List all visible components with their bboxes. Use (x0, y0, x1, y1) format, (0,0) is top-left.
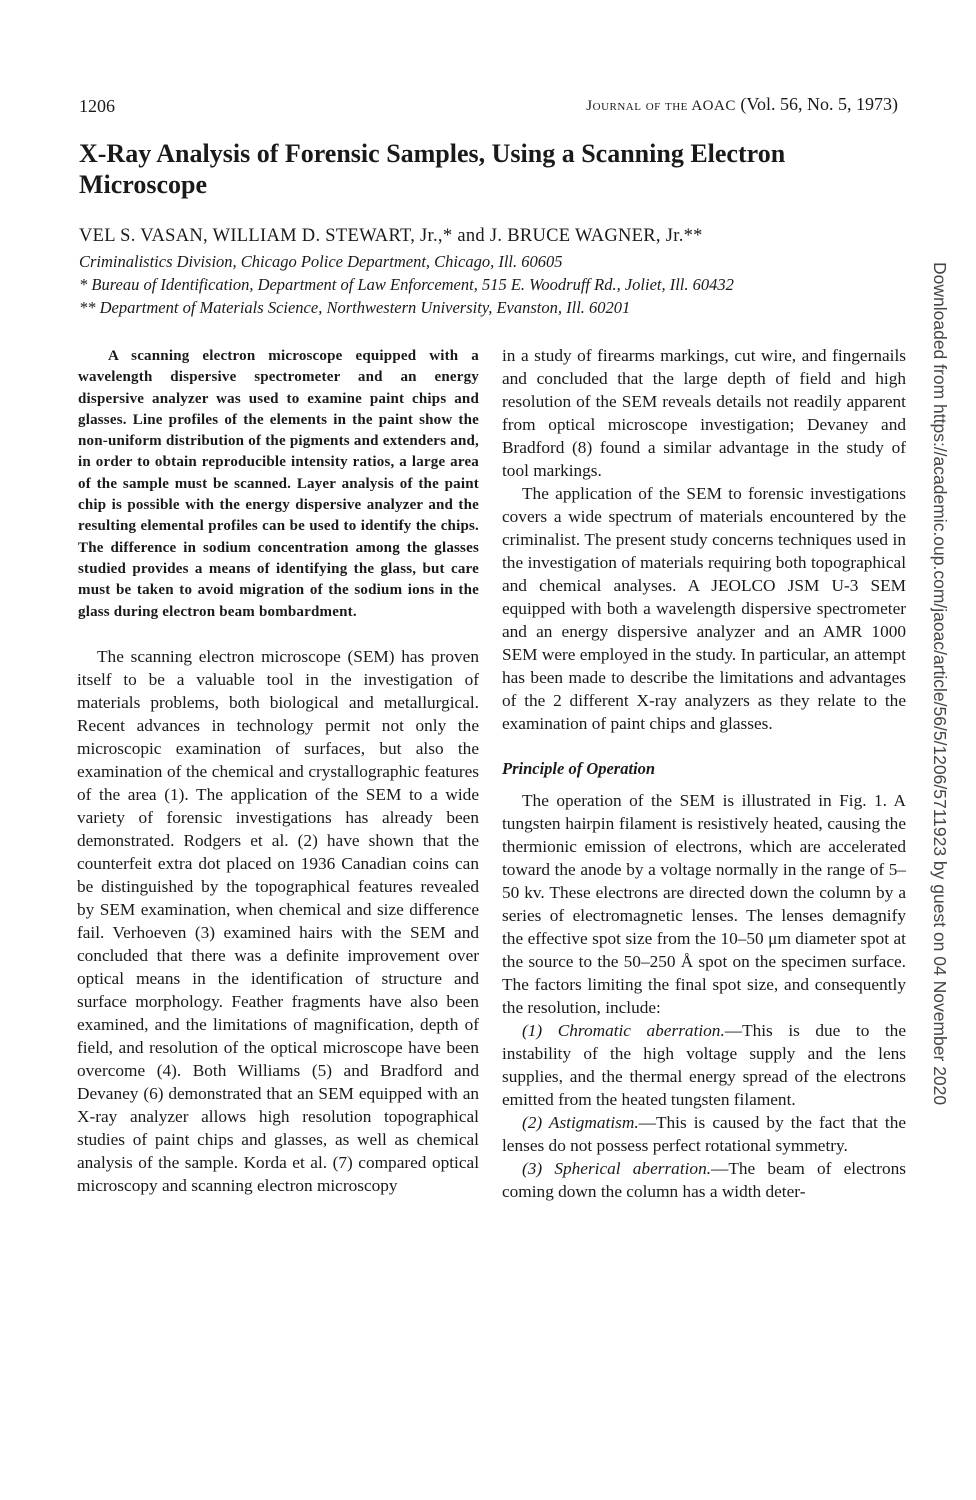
list-item (502, 1111, 906, 1157)
intro-paragraph: The scanning electron microscope (SEM) has proven itself to be a valuable tool in the investigation of materials problems, both biological and metallurgical. Recent advances in technology permit not only the microscopic examination of surfaces, but also the examination of the chemical and crystallographic features of the area (1). The application of the SEM to a wide variety of forensic investigations has already been demonstrated. Rodgers et al. (2) have shown that the counterfeit extra dot placed on 1936 Canadian coins can be distinguished by the topographical features revealed by SEM examination, when chemical and size difference fail. Verhoeven (3) examined hairs with the SEM and concluded that there was a definite improvement over optical means in the identification of structure and surface morphology. Feather fragments have also been examined, and the limitations of magnification, depth of field, and resolution of the optical microscope have been overcome (4). Both Williams (5) and Bradford and Devaney (6) demonstrated that an SEM equipped with an X-ray analyzer allows high resolution topographical studies of paint chips and glasses, as well as chemical analysis of the sample. Korda et al. (7) compared optical microscopy and scanning electron microscopy (77, 646, 479, 1195)
list-item (502, 1157, 906, 1203)
affiliation-northwestern: ** Department of Materials Science, Northwestern University, Evanston, Ill. 60201 (79, 298, 631, 317)
journal-name: Journal of the AOAC (586, 98, 736, 114)
page-number: 1206 (79, 96, 115, 116)
volume-info: (Vol. 56, No. 5, 1973) (740, 94, 898, 114)
section-heading: Principle of Operation (502, 759, 656, 778)
affiliation-chicago: Criminalistics Division, Chicago Police Department, Chicago, Ill. 60605 (79, 252, 563, 271)
application-paragraph: The application of the SEM to forensic investigations covers a wide spectrum of materials encountered by the criminalist. The present study concerns techniques used in the investigation of materials requiring both topographical and chemical analyses. A JEOLCO JSM U-3 SEM equipped with both a wavelength dispersive spectrometer and an energy dispersive analyzer and an AMR 1000 SEM were employed in the study. In particular, an attempt has been made to describe the limitations and advantages of the 2 different X-ray analyzers as they relate to the examination of paint chips and glasses. (502, 484, 906, 733)
operation-paragraph: The operation of the SEM is illustrated in Fig. 1. A tungsten hairpin filament is resistively heated, causing the thermionic emission of electrons, which are accelerated toward the anode by a voltage normally in the range of 5–50 kv. These electrons are directed down the column by a series of electromagnetic lenses. The lenses demagnify the effective spot size from the 10–50 μm diameter spot at the source to the 50–250 Å spot on the specimen surface. The factors limiting the final spot size, and consequently the resolution, include: (502, 791, 906, 1017)
download-watermark (928, 262, 958, 1162)
item-label: (3) Spherical aberration. (522, 1159, 712, 1178)
continued-paragraph: in a study of firearms markings, cut wire, and fingernails and concluded that the large depth of field and high resolution of the SEM reveals details not readily apparent from optical microscope investigation; Devaney and Bradford (8) found a similar advantage in the study of tool markings. (502, 346, 906, 480)
watermark-text: Downloaded from https://academic.oup.com/jaoac/article/56/5/1206/5711923 by guest on 04 November 2020 (930, 262, 950, 1106)
abstract: A scanning electron microscope equipped with a wavelength dispersive spectrometer and an energy dispersive analyzer was used to examine paint chips and glasses. Line profiles of the elements in the paint show the non-uniform distribution of the pigments and extenders and, in order to obtain reproducible intensity ratios, a large area of the sample must be scanned. Layer analysis of the paint chip is possible with the energy dispersive analyzer and the resulting elemental profiles can be used to identify the chips. The difference in sodium concentration among the glasses studied provides a means of identifying the glass, but care must be taken to avoid migration of the sodium ions in the glass during electron beam bombardment. (78, 348, 479, 620)
right-column (502, 344, 906, 1203)
item-text: —This is due to the instability of the high voltage supply and the lens supplies, and the thermal energy spread of the electrons emitted from the heated tungsten filament. (502, 1021, 906, 1109)
item-label: (2) Astigmatism. (522, 1113, 639, 1132)
journal-header (586, 94, 898, 115)
left-column (77, 346, 479, 1197)
affiliation-joliet: * Bureau of Identification, Department of Law Enforcement, 515 E. Woodruff Rd., Joliet, Ill. 60432 (79, 275, 734, 294)
item-text: —This is caused by the fact that the lenses do not possess perfect rotational symmetry. (502, 1113, 907, 1155)
list-item (502, 1019, 906, 1111)
item-text: —The beam of electrons coming down the column has a width deter- (502, 1159, 906, 1201)
item-label: (1) Chromatic aberration. (522, 1021, 725, 1040)
article-title: X-Ray Analysis of Forensic Samples, Using a Scanning Electron Microscope (79, 139, 786, 199)
author-list: VEL S. VASAN, WILLIAM D. STEWART, Jr.,* and J. BRUCE WAGNER, Jr.** (79, 226, 703, 246)
